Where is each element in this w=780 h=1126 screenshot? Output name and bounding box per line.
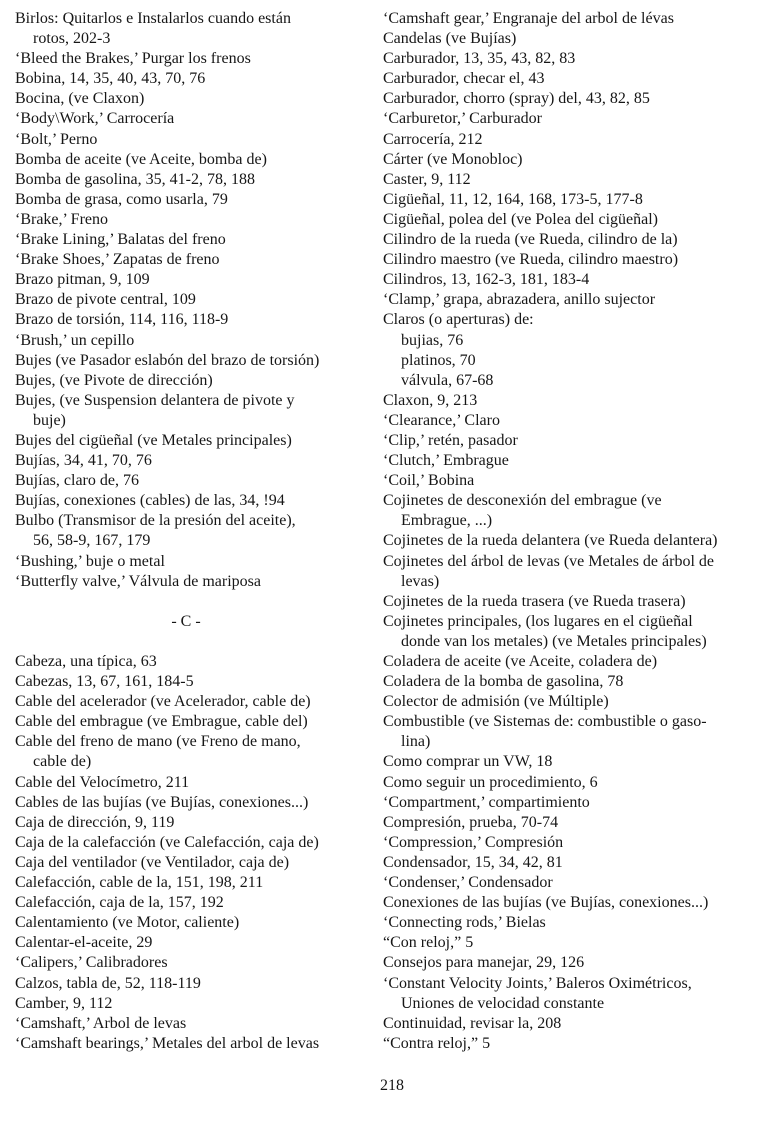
entry-line: Claros (o aperturas) de: — [383, 311, 534, 329]
index-entry — [383, 813, 780, 833]
entry-line: Caja de la calefacción (ve Calefacción, caja de) — [15, 833, 319, 851]
index-entry — [383, 672, 780, 692]
entry-continuation-line: Uniones de velocidad constante — [401, 994, 605, 1012]
entry-line: ‘Body\Work,’ Carrocería — [15, 110, 175, 128]
entry-line: Calentamiento (ve Motor, caliente) — [15, 914, 240, 932]
entry-line: Colector de admisión (ve Múltiple) — [383, 693, 609, 711]
index-entry — [15, 431, 377, 451]
index-entry — [15, 451, 377, 471]
index-entry — [15, 9, 377, 49]
index-entry — [15, 491, 377, 511]
entry-line: Cárter (ve Monobloc) — [383, 150, 523, 168]
index-entry — [383, 170, 780, 190]
entry-line: ‘Brake Lining,’ Balatas del freno — [15, 231, 226, 249]
entry-line: Bujías, conexiones (cables) de las, 34, !94 — [15, 492, 285, 510]
index-entry — [15, 471, 377, 491]
index-entry — [15, 913, 377, 933]
index-entry — [15, 873, 377, 893]
index-entry — [15, 230, 377, 250]
index-entry — [383, 9, 780, 29]
index-entry — [15, 793, 377, 813]
index-entry — [15, 974, 377, 994]
entry-line: Cojinetes de la rueda trasera (ve Rueda trasera) — [383, 592, 686, 610]
index-entry — [383, 933, 780, 953]
entry-line: Bomba de gasolina, 35, 41-2, 78, 188 — [15, 170, 255, 188]
index-entry — [15, 732, 377, 772]
entry-line: Bujes (ve Pasador eslabón del brazo de torsión) — [15, 351, 320, 369]
index-entry — [15, 672, 377, 692]
entry-line: Calefacción, caja de la, 157, 192 — [15, 894, 224, 912]
entry-line: ‘Butterfly valve,’ Válvula de mariposa — [15, 572, 261, 590]
entry-line: Cigüeñal, polea del (ve Polea del cigüeñal) — [383, 210, 659, 228]
index-entry — [383, 531, 780, 551]
index-entry — [383, 49, 780, 69]
index-entry — [383, 89, 780, 109]
entry-line: Bobina, 14, 35, 40, 43, 70, 76 — [15, 70, 206, 88]
index-subentry — [383, 351, 780, 371]
index-entry — [15, 331, 377, 351]
index-entry — [15, 371, 377, 391]
entry-line: Brazo de torsión, 114, 116, 118-9 — [15, 311, 229, 329]
index-entry — [15, 692, 377, 712]
index-entry — [383, 974, 780, 1014]
index-entry — [383, 471, 780, 491]
entry-line: ‘Compression,’ Compresión — [383, 833, 564, 851]
entry-line: Brazo pitman, 9, 109 — [15, 271, 150, 289]
entry-line: ‘Clamp,’ grapa, abrazadera, anillo sujector — [383, 291, 656, 309]
entry-line: Birlos: Quitarlos e Instalarlos cuando están — [15, 10, 291, 27]
index-entry — [15, 652, 377, 672]
index-entry — [15, 190, 377, 210]
entry-line: Caja de dirección, 9, 119 — [15, 813, 175, 831]
entry-line: Carburador, checar el, 43 — [383, 70, 545, 88]
index-entry — [15, 833, 377, 853]
entry-line: Cilindro de la rueda (ve Rueda, cilindro de la) — [383, 231, 678, 249]
entry-line: Carburador, 13, 35, 43, 82, 83 — [383, 50, 576, 68]
entry-line: ‘Brake,’ Freno — [15, 210, 108, 228]
entry-line: Bujías, 34, 41, 70, 76 — [15, 452, 152, 470]
index-entry — [15, 853, 377, 873]
blank-line — [15, 592, 377, 612]
index-entry — [15, 572, 377, 592]
entry-continuation-line: cable de) — [33, 753, 92, 771]
index-entry — [383, 451, 780, 471]
index-entry — [383, 210, 780, 230]
blank-line — [15, 632, 377, 652]
entry-continuation-line: 56, 58-9, 167, 179 — [33, 532, 151, 550]
entry-line: Continuidad, revisar la, 208 — [383, 1014, 562, 1032]
entry-line: ‘Clearance,’ Claro — [383, 411, 500, 429]
index-entry — [383, 69, 780, 89]
index-entry — [383, 1034, 780, 1054]
entry-line: Cojinetes del árbol de levas (ve Metales de árbol de — [383, 552, 714, 570]
entry-line: Cable del embrague (ve Embrague, cable del) — [15, 713, 308, 731]
entry-line: ‘Compartment,’ compartimiento — [383, 793, 590, 811]
entry-line: “Con reloj,” 5 — [383, 934, 474, 952]
entry-line: Bomba de aceite (ve Aceite, bomba de) — [15, 150, 267, 168]
index-entry — [15, 270, 377, 290]
entry-line: Bujes, (ve Pivote de dirección) — [15, 371, 213, 389]
entry-line: ‘Calipers,’ Calibradores — [15, 954, 168, 972]
index-entry — [15, 250, 377, 270]
entry-line: ‘Coil,’ Bobina — [383, 472, 475, 490]
entry-line: Cojinetes de la rueda delantera (ve Rueda delantera) — [383, 532, 718, 550]
index-entry — [383, 752, 780, 772]
index-entry — [15, 1034, 377, 1054]
entry-line: Cojinetes de desconexión del embrague (ve — [383, 492, 662, 510]
entry-line: Candelas (ve Bujías) — [383, 30, 517, 48]
entry-line: ‘Camshaft,’ Arbol de levas — [15, 1014, 187, 1032]
entry-line: Calentar-el-aceite, 29 — [15, 934, 153, 952]
index-entry — [383, 29, 780, 49]
index-entry — [383, 552, 780, 592]
entry-line: platinos, 70 — [401, 351, 476, 369]
entry-line: Conexiones de las bujías (ve Bujías, conexiones...) — [383, 894, 709, 912]
index-entry — [383, 130, 780, 150]
page-number: 218 — [380, 1077, 404, 1094]
index-entry — [15, 49, 377, 69]
entry-continuation-line: Embrague, ...) — [401, 512, 493, 530]
index-entry — [383, 190, 780, 210]
index-subentry — [383, 331, 780, 351]
entry-continuation-line: donde van los metales) (ve Metales principales) — [401, 632, 707, 650]
index-entry — [15, 290, 377, 310]
index-entry — [383, 290, 780, 310]
entry-continuation-line: buje) — [33, 411, 66, 429]
index-entry — [383, 652, 780, 672]
entry-line: Bujías, claro de, 76 — [15, 472, 139, 490]
index-entry — [15, 953, 377, 973]
index-entry — [15, 933, 377, 953]
entry-line: ‘Brake Shoes,’ Zapatas de freno — [15, 251, 220, 269]
index-entry — [383, 793, 780, 813]
index-entry — [383, 853, 780, 873]
entry-line: Cilindro maestro (ve Rueda, cilindro maestro) — [383, 251, 679, 269]
index-entry — [383, 431, 780, 451]
entry-line: Bujes, (ve Suspension delantera de pivote y — [15, 391, 295, 409]
entry-line: Cable del acelerador (ve Acelerador, cable de) — [15, 693, 311, 711]
entry-line: válvula, 67-68 — [401, 371, 494, 389]
index-entry — [15, 994, 377, 1014]
index-entry — [383, 270, 780, 290]
entry-line: Cigüeñal, 11, 12, 164, 168, 173-5, 177-8 — [383, 190, 643, 208]
index-subentry — [383, 371, 780, 391]
index-entry — [15, 552, 377, 572]
entry-line: ‘Camshaft bearings,’ Metales del arbol de levas — [15, 1034, 320, 1052]
index-entry — [383, 109, 780, 129]
entry-line: ‘Bushing,’ buje o metal — [15, 552, 165, 570]
entry-line: Condensador, 15, 34, 42, 81 — [383, 853, 563, 871]
index-entry — [15, 1014, 377, 1034]
index-entry — [15, 170, 377, 190]
entry-line: ‘Bolt,’ Perno — [15, 130, 98, 148]
index-entry — [15, 109, 377, 129]
entry-line: Brazo de pivote central, 109 — [15, 291, 196, 309]
entry-continuation-line: levas) — [401, 572, 440, 590]
entry-line: Combustible (ve Sistemas de: combustible o gaso- — [383, 713, 707, 731]
entry-line: Caster, 9, 112 — [383, 170, 471, 188]
index-entry — [383, 230, 780, 250]
entry-line: ‘Brush,’ un cepillo — [15, 331, 135, 349]
entry-line: Bocina, (ve Claxon) — [15, 90, 145, 108]
index-entry — [383, 692, 780, 712]
entry-line: Cables de las bujías (ve Bujías, conexiones...) — [15, 793, 309, 811]
entry-line: Como seguir un procedimiento, 6 — [383, 773, 598, 791]
entry-line: ‘Condenser,’ Condensador — [383, 874, 553, 892]
index-entry — [383, 310, 780, 330]
entry-line: Bulbo (Transmisor de la presión del aceite), — [15, 512, 296, 530]
index-entry — [383, 1014, 780, 1034]
entry-line: Bujes del cigüeñal (ve Metales principales) — [15, 431, 292, 449]
entry-line: Consejos para manejar, 29, 126 — [383, 954, 585, 972]
entry-line: Coladera de aceite (ve Aceite, coladera de) — [383, 653, 658, 670]
index-entry — [383, 250, 780, 270]
entry-line: Caja del ventilador (ve Ventilador, caja de) — [15, 853, 290, 871]
index-entry — [15, 210, 377, 230]
section-heading: - C - — [171, 612, 201, 630]
entry-line: Carrocería, 212 — [383, 130, 483, 148]
entry-line: ‘Carburetor,’ Carburador — [383, 110, 542, 128]
index-entry — [15, 391, 377, 431]
entry-line: ‘Camshaft gear,’ Engranaje del arbol de lévas — [383, 10, 674, 27]
entry-line: ‘Connecting rods,’ Bielas — [383, 914, 546, 932]
index-entry — [15, 773, 377, 793]
entry-line: Cabeza, una típica, 63 — [15, 653, 157, 670]
index-entry — [383, 773, 780, 793]
index-entry — [15, 89, 377, 109]
index-entry — [15, 893, 377, 913]
entry-line: Compresión, prueba, 70-74 — [383, 813, 559, 831]
index-entry — [383, 411, 780, 431]
entry-line: Cilindros, 13, 162-3, 181, 183-4 — [383, 271, 590, 289]
entry-line: Cojinetes principales, (los lugares en el cigüeñal — [383, 612, 693, 630]
index-entry — [15, 712, 377, 732]
entry-line: Camber, 9, 112 — [15, 994, 113, 1012]
index-entry — [383, 592, 780, 612]
entry-line: Claxon, 9, 213 — [383, 391, 478, 409]
index-column-left — [15, 9, 377, 1054]
index-entry — [383, 491, 780, 531]
entry-line: “Contra reloj,” 5 — [383, 1034, 491, 1052]
entry-line: ‘Clutch,’ Embrague — [383, 452, 509, 470]
entry-line: Cable del Velocímetro, 211 — [15, 773, 190, 791]
index-entry — [15, 813, 377, 833]
index-entry — [15, 511, 377, 551]
entry-continuation-line: rotos, 202-3 — [33, 30, 111, 48]
entry-line: Carburador, chorro (spray) del, 43, 82, 85 — [383, 90, 650, 108]
index-entry — [15, 130, 377, 150]
index-entry — [383, 391, 780, 411]
index-column-right — [383, 9, 780, 1054]
entry-line: Calefacción, cable de la, 151, 198, 211 — [15, 874, 264, 892]
index-entry — [383, 833, 780, 853]
index-entry — [383, 913, 780, 933]
index-entry — [15, 69, 377, 89]
entry-line: ‘Bleed the Brakes,’ Purgar los frenos — [15, 50, 251, 68]
index-entry — [15, 150, 377, 170]
entry-line: ‘Clip,’ retén, pasador — [383, 431, 518, 449]
index-entry — [383, 893, 780, 913]
entry-line: Calzos, tabla de, 52, 118-119 — [15, 974, 201, 992]
entry-line: Cable del freno de mano (ve Freno de mano, — [15, 733, 301, 751]
index-entry — [383, 873, 780, 893]
entry-line: Bomba de grasa, como usarla, 79 — [15, 190, 228, 208]
entry-line: Como comprar un VW, 18 — [383, 753, 553, 771]
entry-line: Coladera de la bomba de gasolina, 78 — [383, 673, 624, 691]
index-entry — [15, 351, 377, 371]
index-entry — [383, 712, 780, 752]
entry-line: bujias, 76 — [401, 331, 464, 349]
entry-continuation-line: lina) — [401, 733, 431, 751]
index-entry — [383, 150, 780, 170]
index-entry — [15, 310, 377, 330]
entry-line: ‘Constant Velocity Joints,’ Baleros Oximétricos, — [383, 974, 692, 992]
entry-line: Cabezas, 13, 67, 161, 184-5 — [15, 673, 194, 691]
index-entry — [383, 612, 780, 652]
index-entry — [383, 953, 780, 973]
